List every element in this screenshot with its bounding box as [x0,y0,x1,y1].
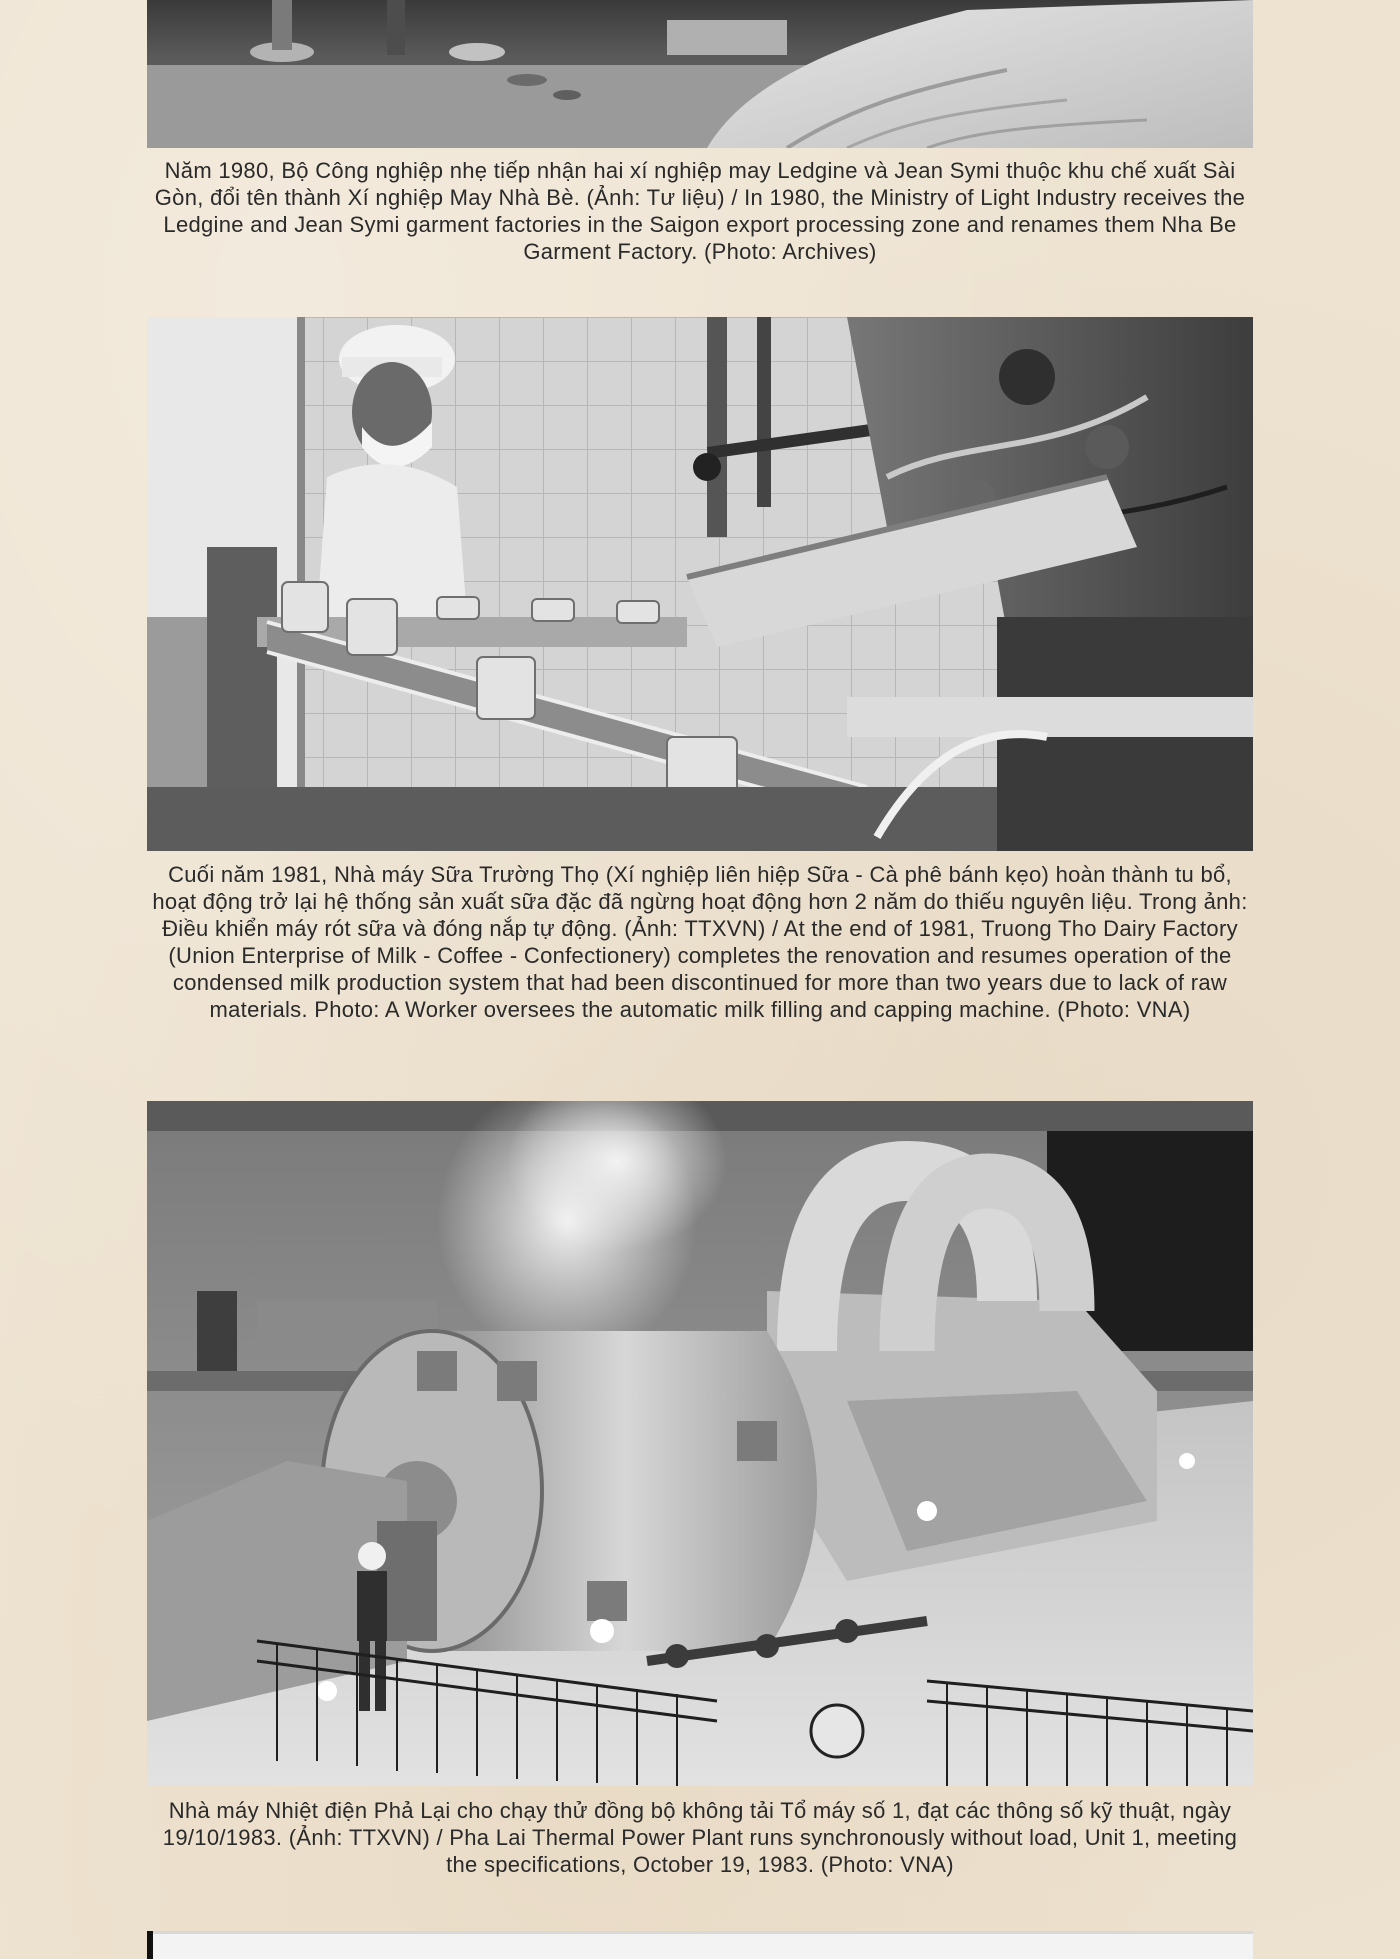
photo-garment-factory-image [147,0,1253,148]
photo-dairy-factory [147,317,1253,851]
photo-next-partial-image [147,1931,1253,1959]
photo-dairy-factory-image [147,317,1253,851]
photo-caption-dairy-factory: Cuối năm 1981, Nhà máy Sữa Trường Thọ (Xí nghiệp liên hiệp Sữa - Cà phê bánh kẹo) hoàn thành tu bổ, hoạt động trở lại hệ thống sản xuất sữa đặc đã ngừng hoạt động hơn 2 năm do thiếu nguyên liệu. Trong ảnh: Điều khiển máy rót sữa và đóng nắp tự động. (Ảnh: TTXVN) / At the end of 1981, Truong Tho Dairy Factory (Union Enterprise of Milk - Coffee - Confectionery) completes the renovation and resumes operation of the condensed milk production system that had been discontinued for more than two years due to lack of raw materials. Photo: A Worker oversees the automatic milk filling and capping machine. (Photo: VNA) [152,862,1248,1022]
photo-garment-factory [147,0,1253,148]
photo-caption-garment-factory: Năm 1980, Bộ Công nghiệp nhẹ tiếp nhận hai xí nghiệp may Ledgine và Jean Symi thuộc khu chế xuất Sài Gòn, đổi tên thành Xí nghiệp May Nhà Bè. (Ảnh: Tư liệu) / In 1980, the Ministry of Light Industry receives the Ledgine and Jean Symi garment factories in the Saigon export processing zone and renames them Nha Be Garment Factory. (Photo: Archives) [154,158,1246,264]
photo-power-plant-image [147,1101,1253,1786]
photo-next-partial [147,1931,1253,1959]
photo-caption-power-plant: Nhà máy Nhiệt điện Phả Lại cho chạy thử đồng bộ không tải Tổ máy số 1, đạt các thông số kỹ thuật, ngày 19/10/1983. (Ảnh: TTXVN) / Pha Lai Thermal Power Plant runs synchronously without load, Unit 1, meeting the specifications, October 19, 1983. (Photo: VNA) [162,1798,1238,1877]
photo-power-plant [147,1101,1253,1786]
